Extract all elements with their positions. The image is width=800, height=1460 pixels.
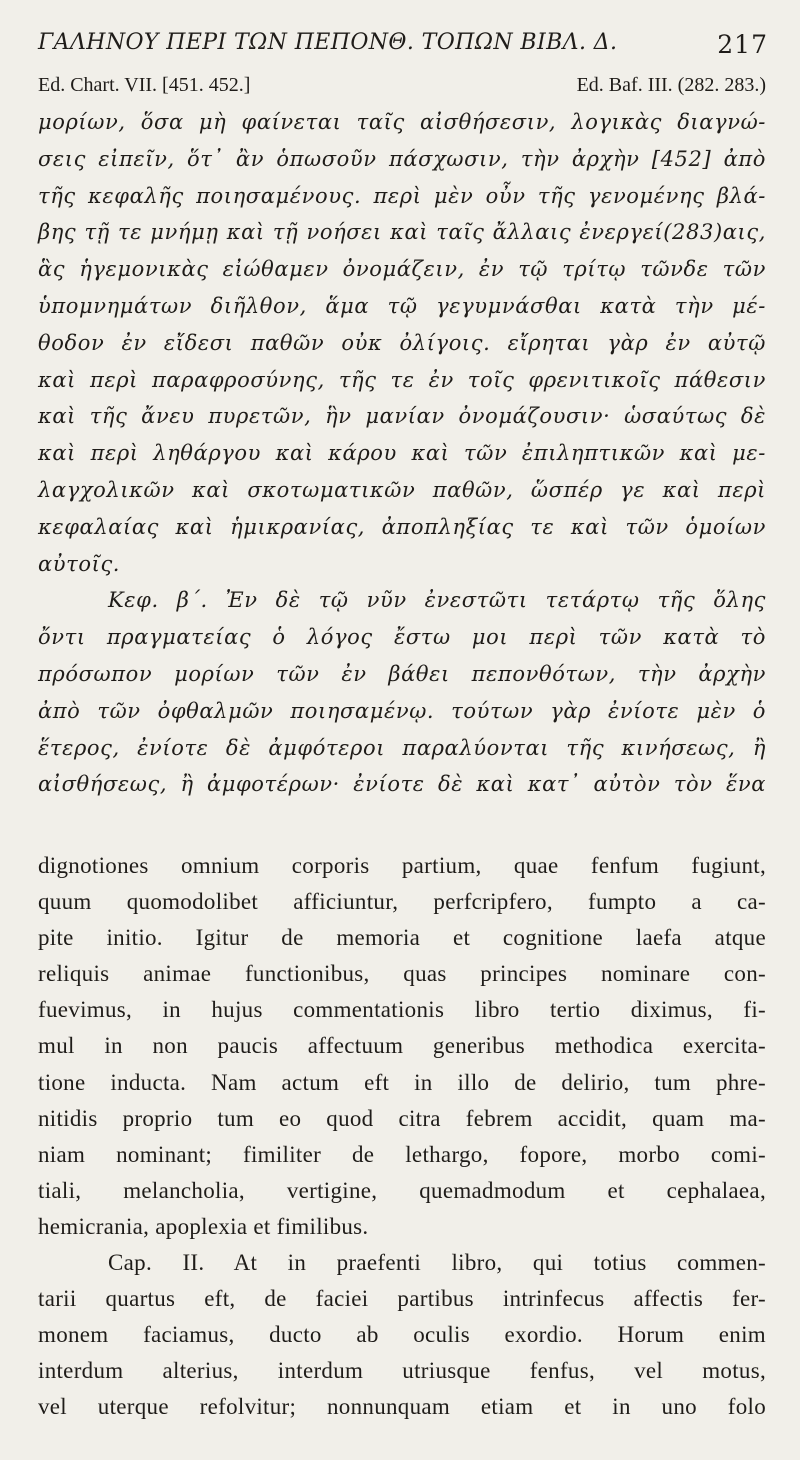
page-number: 217 bbox=[717, 30, 768, 59]
greek-line: καὶ περὶ παραφροσύνης, τῆς τε ἐν τοῖς φρενιτικοῖς πάθεσιν bbox=[38, 367, 766, 392]
greek-line: πρόσωπον μορίων τῶν ἐν βάθει πεπονθότων, τὴν ἀρχὴν bbox=[38, 661, 766, 686]
greek-line: λαγχολικῶν καὶ σκοτωματικῶν παθῶν, ὥσπέρ γε καὶ περὶ bbox=[38, 477, 766, 502]
latin-line: monem faciamus, ducto ab oculis exordio. Horum enim bbox=[38, 1322, 766, 1348]
greek-line: καὶ τῆς ἄνευ πυρετῶν, ἣν μανίαν ὀνομάζουσιν· ὡσαύτως δὲ bbox=[38, 404, 766, 429]
latin-line: vel uterque refolvitur; nonnunquam etiam et in uno folo bbox=[38, 1394, 766, 1420]
latin-chapter-2-start-line: Cap. II. At in praefenti libro, qui totius commen- bbox=[108, 1250, 766, 1276]
greek-line: μορίων, ὅσα μὴ φαίνεται ταῖς αἰσθήσεσιν, λογικὰς διαγνώ- bbox=[38, 110, 766, 134]
greek-line: κεφαλαίας καὶ ἡμικρανίας, ἀποπληξίας τε καὶ τῶν ὁμοίων bbox=[38, 514, 766, 539]
running-title: ΓΑΛΗΝΟΥ ΠΕΡΙ ΤΩΝ ΠΕΠΟΝΘ. ΤΟΠΩΝ ΒΙΒΛ. Δ. bbox=[38, 30, 618, 55]
latin-line: quum quomodolibet afficiuntur, perfcripfero, fumpto a ca- bbox=[38, 889, 766, 915]
edition-reference-basel: Ed. Baf. III. (282. 283.) bbox=[576, 74, 766, 96]
latin-line: interdum alterius, interdum utriusque fenfus, vel motus, bbox=[38, 1358, 766, 1384]
latin-line: tiali, melancholia, vertigine, quemadmodum et cephalaea, bbox=[38, 1177, 766, 1203]
latin-line: tione inducta. Nam actum eft in illo de delirio, tum phre- bbox=[38, 1069, 766, 1095]
greek-paragraph-end-line: αὐτοῖς. bbox=[38, 551, 121, 576]
greek-line: βης τῇ τε μνήμῃ καὶ τῇ νοήσει καὶ ταῖς ἄλλαις ἐνεργεί(283)αις, bbox=[38, 220, 766, 245]
greek-line: αἰσθήσεως, ἢ ἀμφοτέρων· ἐνίοτε δὲ καὶ κατ᾽ αὐτὸν τὸν ἕνα bbox=[38, 772, 766, 797]
edition-reference-chartier: Ed. Chart. VII. [451. 452.] bbox=[38, 74, 251, 96]
latin-line: reliquis animae functionibus, quas principes nominare con- bbox=[38, 961, 766, 987]
running-head bbox=[38, 28, 768, 62]
latin-line: tarii quartus eft, de faciei partibus intrinfecus affectis fer- bbox=[38, 1286, 766, 1312]
greek-line: ἃς ἡγεμονικὰς εἰώθαμεν ὀνομάζειν, ἐν τῷ τρίτῳ τῶνδε τῶν bbox=[38, 257, 766, 282]
greek-line: ὄντι πραγματείας ὁ λόγος ἔστω μοι περὶ τῶν κατὰ τὸ bbox=[38, 625, 766, 650]
greek-text-block bbox=[38, 104, 766, 803]
greek-line: ὑπομνημάτων διῆλθον, ἅμα τῷ γεγυμνάσθαι κατὰ τὴν μέ- bbox=[38, 293, 766, 318]
greek-line: ἀπὸ τῶν ὀφθαλμῶν ποιησαμένῳ. τούτων γὰρ ἐνίοτε μὲν ὁ bbox=[38, 698, 766, 723]
latin-line: pite initio. Igitur de memoria et cognitione laefa atque bbox=[38, 925, 766, 951]
latin-line: nitidis proprio tum eo quod citra febrem accidit, quam ma- bbox=[38, 1105, 766, 1131]
greek-line: τῆς κεφαλῆς ποιησαμένους. περὶ μὲν οὖν τῆς γενομένης βλά- bbox=[38, 183, 766, 208]
greek-chapter-2-start-line: Κεφ. β΄. Ἐν δὲ τῷ νῦν ἐνεστῶτι τετάρτῳ τῆς ὅλης bbox=[108, 588, 766, 613]
greek-line: σεις εἰπεῖν, ὅτ᾽ ἂν ὁπωσοῦν πάσχωσιν, τὴν ἀρχὴν [452] ἀπὸ bbox=[38, 146, 766, 171]
latin-paragraph-end-line: hemicrania, apoplexia et fimilibus. bbox=[38, 1213, 369, 1239]
greek-line: θοδον ἐν εἴδεσι παθῶν οὐκ ὀλίγοις. εἴρηται γὰρ ἐν αὐτῷ bbox=[38, 330, 766, 355]
latin-line: mul in non paucis affectuum generibus methodica exercita- bbox=[38, 1033, 766, 1059]
latin-line: niam nominant; fimiliter de lethargo, fopore, morbo comi- bbox=[38, 1141, 766, 1167]
latin-line: dignotiones omnium corporis partium, quae fenfum fugiunt, bbox=[38, 853, 766, 878]
edition-reference-line bbox=[38, 74, 766, 102]
latin-translation-block bbox=[38, 848, 766, 1426]
greek-line: ἕτερος, ἐνίοτε δὲ ἀμφότεροι παραλύονται τῆς κινήσεως, ἢ bbox=[38, 735, 766, 760]
latin-line: fuevimus, in hujus commentationis libro tertio diximus, fi- bbox=[38, 997, 766, 1023]
greek-line: καὶ περὶ ληθάργου καὶ κάρου καὶ τῶν ἐπιληπτικῶν καὶ με- bbox=[38, 441, 766, 466]
